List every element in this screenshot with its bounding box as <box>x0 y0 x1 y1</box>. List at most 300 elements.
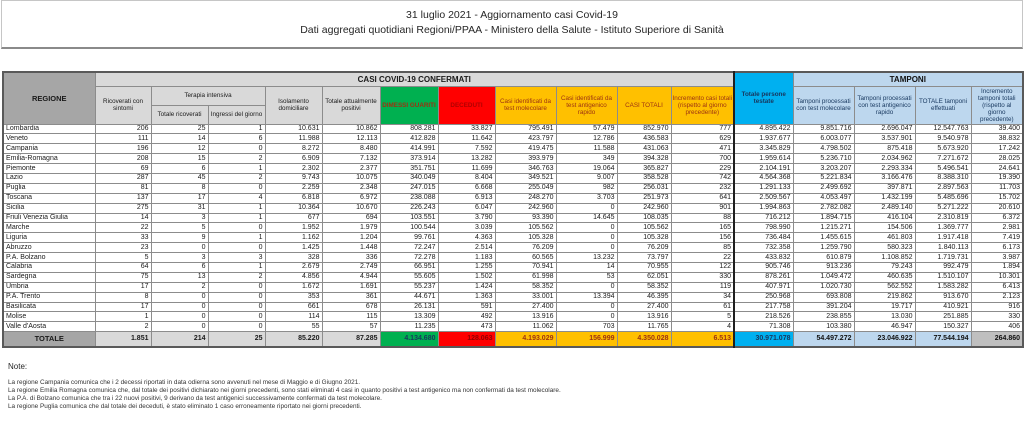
cell-dimessi-guariti: 55.237 <box>380 282 438 292</box>
cell-totale-tamponi: 992.479 <box>915 262 971 272</box>
cell-tamponi-molecolare: 238.855 <box>793 312 854 322</box>
cell-attualmente-positivi: 10.670 <box>322 203 380 213</box>
cell-casi-molecolare: 393.979 <box>495 154 556 164</box>
cell-ricoverati-sintomi: 208 <box>95 154 151 164</box>
cell-dimessi-guariti: 72.247 <box>380 243 438 253</box>
cell-tamponi-antigenico: 3.537.901 <box>854 134 915 144</box>
cell-tamponi-molecolare: 610.879 <box>793 253 854 263</box>
cell-ricoverati-sintomi: 33 <box>95 233 151 243</box>
region-name: Campania <box>3 144 95 154</box>
cell-casi-totali: 105.562 <box>617 223 671 233</box>
band-tamponi: TAMPONI <box>793 72 1023 86</box>
cell-casi-antigenico: 3.703 <box>556 193 617 203</box>
cell-ricoverati-sintomi: 14 <box>95 213 151 223</box>
cell-deceduti: 7.592 <box>438 144 495 154</box>
cell-dimessi-guariti: 44.671 <box>380 292 438 302</box>
totale-deceduti: 128.063 <box>438 332 495 347</box>
region-name: Sicilia <box>3 203 95 213</box>
region-name: Umbria <box>3 282 95 292</box>
cell-persone-testate: 732.358 <box>734 243 793 253</box>
cell-deceduti: 11.642 <box>438 134 495 144</box>
col-header-isolamento-domiciliare: Isolamento domiciliare <box>265 86 322 124</box>
cell-casi-molecolare: 248.270 <box>495 193 556 203</box>
cell-incremento-casi: 232 <box>671 183 734 193</box>
band-casi-confermati: CASI COVID-19 CONFERMATI <box>95 72 734 86</box>
table-row <box>3 243 1023 253</box>
cell-casi-molecolare: 105.328 <box>495 233 556 243</box>
cell-incremento-casi: 629 <box>671 134 734 144</box>
cell-casi-totali: 105.328 <box>617 233 671 243</box>
cell-tamponi-antigenico: 2.293.334 <box>854 164 915 174</box>
table-row <box>3 292 1023 302</box>
cell-totale-tamponi: 1.917.418 <box>915 233 971 243</box>
cell-ricoverati-sintomi: 1 <box>95 312 151 322</box>
note-item: La P.A. di Bolzano comunica che tra i 22 nuovi positivi, 9 derivano da test antigenici successivamente confermati da test molecolare. <box>8 395 382 403</box>
cell-persone-testate: 1.937.677 <box>734 134 793 144</box>
col-header-regione: REGIONE <box>3 72 95 124</box>
cell-ti-ingressi: 2 <box>208 173 265 183</box>
cell-attualmente-positivi: 336 <box>322 253 380 263</box>
cell-ricoverati-sintomi: 17 <box>95 282 151 292</box>
cell-ricoverati-sintomi: 275 <box>95 203 151 213</box>
cell-casi-molecolare: 423.797 <box>495 134 556 144</box>
cell-casi-totali: 70.955 <box>617 262 671 272</box>
cell-isolamento: 55 <box>265 322 322 332</box>
cell-tamponi-antigenico: 1.108.852 <box>854 253 915 263</box>
table-row <box>3 193 1023 203</box>
cell-casi-antigenico: 14.645 <box>556 213 617 223</box>
cell-ti-totale: 6 <box>151 164 208 174</box>
cell-casi-molecolare: 76.209 <box>495 243 556 253</box>
cell-isolamento: 328 <box>265 253 322 263</box>
cell-dimessi-guariti: 103.551 <box>380 213 438 223</box>
cell-deceduti: 2.514 <box>438 243 495 253</box>
cell-ti-totale: 0 <box>151 312 208 322</box>
cell-isolamento: 661 <box>265 302 322 312</box>
cell-casi-molecolare: 61.998 <box>495 272 556 282</box>
cell-totale-tamponi: 8.388.310 <box>915 173 971 183</box>
cell-ti-totale: 3 <box>151 253 208 263</box>
cell-totale-tamponi: 7.271.672 <box>915 154 971 164</box>
cell-persone-testate: 250.968 <box>734 292 793 302</box>
cell-tamponi-molecolare: 913.236 <box>793 262 854 272</box>
cell-isolamento: 2.679 <box>265 262 322 272</box>
cell-deceduti: 8.404 <box>438 173 495 183</box>
cell-deceduti: 1.363 <box>438 292 495 302</box>
cell-ricoverati-sintomi: 137 <box>95 193 151 203</box>
cell-tamponi-antigenico: 2.696.047 <box>854 124 915 134</box>
cell-ti-ingressi: 1 <box>208 164 265 174</box>
cell-incremento-casi: 122 <box>671 262 734 272</box>
cell-attualmente-positivi: 1.979 <box>322 223 380 233</box>
report-title-box <box>1 0 1023 49</box>
cell-tamponi-molecolare: 103.380 <box>793 322 854 332</box>
cell-ricoverati-sintomi: 287 <box>95 173 151 183</box>
cell-ti-totale: 45 <box>151 173 208 183</box>
table-row <box>3 203 1023 213</box>
cell-incremento-tamponi: 6.372 <box>971 213 1023 223</box>
cell-isolamento: 11.988 <box>265 134 322 144</box>
cell-ti-totale: 3 <box>151 213 208 223</box>
cell-casi-molecolare: 27.400 <box>495 302 556 312</box>
cell-isolamento: 4.856 <box>265 272 322 282</box>
cell-isolamento: 1.425 <box>265 243 322 253</box>
cell-persone-testate: 407.971 <box>734 282 793 292</box>
cell-casi-molecolare: 242.960 <box>495 203 556 213</box>
totale-casi-totali: 4.350.028 <box>617 332 671 347</box>
cell-attualmente-positivi: 2.377 <box>322 164 380 174</box>
cell-totale-tamponi: 5.673.920 <box>915 144 971 154</box>
cell-tamponi-antigenico: 580.323 <box>854 243 915 253</box>
cell-dimessi-guariti: 99.761 <box>380 233 438 243</box>
cell-casi-totali: 76.209 <box>617 243 671 253</box>
cell-ti-ingressi: 0 <box>208 183 265 193</box>
cell-dimessi-guariti: 340.049 <box>380 173 438 183</box>
cell-attualmente-positivi: 694 <box>322 213 380 223</box>
cell-tamponi-molecolare: 693.808 <box>793 292 854 302</box>
cell-casi-antigenico: 0 <box>556 282 617 292</box>
cell-persone-testate: 798.990 <box>734 223 793 233</box>
cell-tamponi-molecolare: 1.049.472 <box>793 272 854 282</box>
cell-isolamento: 6.909 <box>265 154 322 164</box>
table-row <box>3 262 1023 272</box>
cell-ti-totale: 0 <box>151 292 208 302</box>
cell-incremento-tamponi: 6.173 <box>971 243 1023 253</box>
col-header-ricoverati-sintomi: Ricoverati con sintomi <box>95 86 151 124</box>
cell-casi-molecolare: 105.562 <box>495 223 556 233</box>
cell-casi-totali: 256.031 <box>617 183 671 193</box>
cell-incremento-tamponi: 916 <box>971 302 1023 312</box>
cell-incremento-tamponi: 3.987 <box>971 253 1023 263</box>
cell-casi-totali: 11.765 <box>617 322 671 332</box>
cell-ricoverati-sintomi: 22 <box>95 223 151 233</box>
cell-ti-ingressi: 2 <box>208 272 265 282</box>
cell-isolamento: 10.364 <box>265 203 322 213</box>
covid-table-wrapper <box>2 71 1022 348</box>
cell-persone-testate: 1.994.863 <box>734 203 793 213</box>
cell-ricoverati-sintomi: 8 <box>95 292 151 302</box>
cell-casi-antigenico: 14 <box>556 262 617 272</box>
cell-tamponi-molecolare: 3.203.207 <box>793 164 854 174</box>
table-row <box>3 322 1023 332</box>
cell-casi-molecolare: 255.049 <box>495 183 556 193</box>
cell-ti-totale: 5 <box>151 223 208 233</box>
region-name: Calabria <box>3 262 95 272</box>
cell-tamponi-molecolare: 4.053.497 <box>793 193 854 203</box>
cell-tamponi-molecolare: 5.236.710 <box>793 154 854 164</box>
cell-ti-totale: 12 <box>151 144 208 154</box>
cell-attualmente-positivi: 4.944 <box>322 272 380 282</box>
cell-isolamento: 8.272 <box>265 144 322 154</box>
cell-totale-tamponi: 1.369.777 <box>915 223 971 233</box>
totale-ricoverati-sintomi: 1.851 <box>95 332 151 347</box>
cell-persone-testate: 4.564.368 <box>734 173 793 183</box>
cell-casi-antigenico: 0 <box>556 302 617 312</box>
cell-ti-totale: 13 <box>151 272 208 282</box>
cell-tamponi-molecolare: 1.894.715 <box>793 213 854 223</box>
cell-casi-antigenico: 0 <box>556 233 617 243</box>
col-header-persone-testate: Totale persone testate <box>734 72 793 124</box>
cell-persone-testate: 433.832 <box>734 253 793 263</box>
col-header-casi-molecolare: Casi identificati da test molecolare <box>495 86 556 124</box>
cell-incremento-casi: 5 <box>671 312 734 322</box>
region-name: Lazio <box>3 173 95 183</box>
cell-deceduti: 4.363 <box>438 233 495 243</box>
cell-persone-testate: 736.484 <box>734 233 793 243</box>
cell-totale-tamponi: 410.921 <box>915 302 971 312</box>
cell-attualmente-positivi: 1.204 <box>322 233 380 243</box>
cell-ricoverati-sintomi: 64 <box>95 262 151 272</box>
cell-incremento-tamponi: 2.981 <box>971 223 1023 233</box>
cell-ti-totale: 8 <box>151 183 208 193</box>
cell-casi-antigenico: 13.232 <box>556 253 617 263</box>
cell-casi-totali: 365.827 <box>617 164 671 174</box>
table-header <box>3 72 1023 124</box>
cell-dimessi-guariti: 100.544 <box>380 223 438 233</box>
cell-ricoverati-sintomi: 111 <box>95 134 151 144</box>
cell-deceduti: 3.790 <box>438 213 495 223</box>
cell-ti-totale: 0 <box>151 302 208 312</box>
region-name: Marche <box>3 223 95 233</box>
report-subtitle: Dati aggregati quotidiani Regioni/PPAA - Ministero della Salute - Istituto Superiore di Sanità <box>300 24 724 36</box>
cell-casi-molecolare: 13.916 <box>495 312 556 322</box>
cell-tamponi-antigenico: 79.243 <box>854 262 915 272</box>
cell-ricoverati-sintomi: 81 <box>95 183 151 193</box>
cell-persone-testate: 3.345.829 <box>734 144 793 154</box>
cell-deceduti: 33.827 <box>438 124 495 134</box>
cell-isolamento: 1.162 <box>265 233 322 243</box>
cell-incremento-tamponi: 7.419 <box>971 233 1023 243</box>
cell-totale-tamponi: 5.485.696 <box>915 193 971 203</box>
cell-incremento-casi: 471 <box>671 144 734 154</box>
cell-ricoverati-sintomi: 5 <box>95 253 151 263</box>
cell-ti-ingressi: 0 <box>208 312 265 322</box>
totale-attualmente-positivi: 87.285 <box>322 332 380 347</box>
cell-casi-molecolare: 11.062 <box>495 322 556 332</box>
cell-ti-ingressi: 1 <box>208 213 265 223</box>
cell-persone-testate: 217.758 <box>734 302 793 312</box>
cell-totale-tamponi: 1.719.731 <box>915 253 971 263</box>
cell-attualmente-positivi: 8.480 <box>322 144 380 154</box>
table-row <box>3 223 1023 233</box>
col-header-tamponi-antigenico: Tamponi processati con test antigenico rapido <box>854 86 915 124</box>
cell-tamponi-antigenico: 154.506 <box>854 223 915 233</box>
cell-totale-tamponi: 5.496.541 <box>915 164 971 174</box>
cell-ricoverati-sintomi: 2 <box>95 322 151 332</box>
cell-incremento-casi: 61 <box>671 302 734 312</box>
cell-tamponi-molecolare: 1.020.730 <box>793 282 854 292</box>
region-name: Toscana <box>3 193 95 203</box>
region-name: Valle d'Aosta <box>3 322 95 332</box>
table-row <box>3 173 1023 183</box>
cell-totale-tamponi: 251.885 <box>915 312 971 322</box>
cell-ti-totale: 2 <box>151 282 208 292</box>
cell-attualmente-positivi: 12.113 <box>322 134 380 144</box>
cell-totale-tamponi: 9.540.978 <box>915 134 971 144</box>
cell-isolamento: 1.672 <box>265 282 322 292</box>
totale-row <box>3 332 1023 347</box>
cell-persone-testate: 878.261 <box>734 272 793 282</box>
table-row <box>3 302 1023 312</box>
cell-attualmente-positivi: 361 <box>322 292 380 302</box>
cell-tamponi-molecolare: 4.798.502 <box>793 144 854 154</box>
region-name: Piemonte <box>3 164 95 174</box>
totale-tamponi-antigenico: 23.046.922 <box>854 332 915 347</box>
col-header-attualmente-positivi: Totale attualmente positivi <box>322 86 380 124</box>
cell-tamponi-antigenico: 3.166.476 <box>854 173 915 183</box>
cell-incremento-casi: 88 <box>671 213 734 223</box>
col-header-casi-antigenico: Casi identificati da test antigenico rapido <box>556 86 617 124</box>
cell-incremento-tamponi: 2.123 <box>971 292 1023 302</box>
cell-incremento-tamponi: 24.641 <box>971 164 1023 174</box>
col-header-dimessi-guariti: DIMESSI GUARITI <box>380 86 438 124</box>
cell-isolamento: 114 <box>265 312 322 322</box>
totale-persone-testate: 30.971.078 <box>734 332 793 347</box>
cell-ti-totale: 6 <box>151 262 208 272</box>
cell-tamponi-molecolare: 1.215.271 <box>793 223 854 233</box>
cell-tamponi-antigenico: 416.104 <box>854 213 915 223</box>
cell-ricoverati-sintomi: 206 <box>95 124 151 134</box>
cell-dimessi-guariti: 238.088 <box>380 193 438 203</box>
report-title: 31 luglio 2021 - Aggiornamento casi Covid-19 <box>406 9 618 21</box>
cell-casi-totali: 431.063 <box>617 144 671 154</box>
cell-incremento-casi: 156 <box>671 233 734 243</box>
cell-tamponi-antigenico: 19.717 <box>854 302 915 312</box>
cell-incremento-casi: 901 <box>671 203 734 213</box>
cell-incremento-tamponi: 28.025 <box>971 154 1023 164</box>
totale-ti-totale: 214 <box>151 332 208 347</box>
cell-deceduti: 6.913 <box>438 193 495 203</box>
cell-dimessi-guariti: 72.278 <box>380 253 438 263</box>
cell-casi-molecolare: 419.475 <box>495 144 556 154</box>
cell-casi-antigenico: 19.064 <box>556 164 617 174</box>
region-name: Emilia-Romagna <box>3 154 95 164</box>
cell-dimessi-guariti: 247.015 <box>380 183 438 193</box>
cell-deceduti: 13.282 <box>438 154 495 164</box>
notes-title: Note: <box>8 361 28 371</box>
cell-tamponi-antigenico: 2.489.140 <box>854 203 915 213</box>
cell-persone-testate: 218.526 <box>734 312 793 322</box>
totale-dimessi-guariti: 4.134.680 <box>380 332 438 347</box>
cell-casi-totali: 394.328 <box>617 154 671 164</box>
cell-ti-ingressi: 1 <box>208 124 265 134</box>
cell-tamponi-antigenico: 219.862 <box>854 292 915 302</box>
cell-isolamento: 353 <box>265 292 322 302</box>
cell-attualmente-positivi: 678 <box>322 302 380 312</box>
cell-ricoverati-sintomi: 69 <box>95 164 151 174</box>
cell-ti-ingressi: 3 <box>208 253 265 263</box>
totale-isolamento: 85.220 <box>265 332 322 347</box>
cell-incremento-casi: 777 <box>671 124 734 134</box>
cell-attualmente-positivi: 6.972 <box>322 193 380 203</box>
cell-persone-testate: 71.308 <box>734 322 793 332</box>
cell-casi-antigenico: 9.007 <box>556 173 617 183</box>
cell-casi-totali: 436.583 <box>617 134 671 144</box>
cell-isolamento: 1.952 <box>265 223 322 233</box>
table-row <box>3 312 1023 322</box>
cell-ricoverati-sintomi: 17 <box>95 302 151 312</box>
cell-tamponi-molecolare: 6.003.077 <box>793 134 854 144</box>
totale-incremento-tamponi: 264.860 <box>971 332 1023 347</box>
cell-attualmente-positivi: 2.749 <box>322 262 380 272</box>
cell-tamponi-antigenico: 460.635 <box>854 272 915 282</box>
cell-incremento-tamponi: 19.390 <box>971 173 1023 183</box>
totale-ti-ingressi: 25 <box>208 332 265 347</box>
cell-casi-molecolare: 70.941 <box>495 262 556 272</box>
cell-incremento-tamponi: 6.413 <box>971 282 1023 292</box>
totale-tamponi-molecolare: 54.497.272 <box>793 332 854 347</box>
cell-casi-antigenico: 0 <box>556 312 617 322</box>
cell-deceduti: 1.424 <box>438 282 495 292</box>
cell-dimessi-guariti: 55.605 <box>380 272 438 282</box>
table-row <box>3 124 1023 134</box>
cell-tamponi-antigenico: 562.552 <box>854 282 915 292</box>
cell-ti-totale: 31 <box>151 203 208 213</box>
cell-incremento-tamponi: 11.703 <box>971 183 1023 193</box>
cell-casi-molecolare: 33.001 <box>495 292 556 302</box>
cell-ti-ingressi: 6 <box>208 134 265 144</box>
cell-totale-tamponi: 1.840.113 <box>915 243 971 253</box>
cell-casi-antigenico: 0 <box>556 203 617 213</box>
cell-totale-tamponi: 12.547.763 <box>915 124 971 134</box>
table-row <box>3 253 1023 263</box>
cell-attualmente-positivi: 2.348 <box>322 183 380 193</box>
cell-incremento-tamponi: 15.702 <box>971 193 1023 203</box>
cell-dimessi-guariti: 26.131 <box>380 302 438 312</box>
cell-ricoverati-sintomi: 196 <box>95 144 151 154</box>
cell-deceduti: 1.183 <box>438 253 495 263</box>
region-name: Sardegna <box>3 272 95 282</box>
cell-casi-totali: 13.916 <box>617 312 671 322</box>
cell-casi-antigenico: 12.786 <box>556 134 617 144</box>
region-name: Liguria <box>3 233 95 243</box>
cell-casi-molecolare: 346.763 <box>495 164 556 174</box>
col-header-ti-totale-ricoverati: Totale ricoverati <box>151 105 208 124</box>
cell-casi-molecolare: 60.565 <box>495 253 556 263</box>
cell-tamponi-molecolare: 9.851.716 <box>793 124 854 134</box>
table-row <box>3 282 1023 292</box>
note-item: La regione Emilia Romagna comunica che, dal totale dei positivi dichiarato nei giorni precedenti, sono stati eliminati 4 casi in quanto positivi a test antigenico ma non confermati da test molecolare. <box>8 386 561 394</box>
region-name: Veneto <box>3 134 95 144</box>
cell-incremento-casi: 742 <box>671 173 734 183</box>
cell-attualmente-positivi: 57 <box>322 322 380 332</box>
cell-ti-ingressi: 0 <box>208 243 265 253</box>
table-row <box>3 183 1023 193</box>
cell-persone-testate: 1.959.614 <box>734 154 793 164</box>
cell-deceduti: 1.255 <box>438 262 495 272</box>
cell-deceduti: 591 <box>438 302 495 312</box>
cell-incremento-casi: 165 <box>671 223 734 233</box>
region-name: Puglia <box>3 183 95 193</box>
cell-persone-testate: 716.212 <box>734 213 793 223</box>
cell-persone-testate: 2.104.191 <box>734 164 793 174</box>
cell-persone-testate: 1.291.133 <box>734 183 793 193</box>
cell-casi-totali: 242.960 <box>617 203 671 213</box>
cell-incremento-casi: 229 <box>671 164 734 174</box>
col-header-incremento-casi: Incremento casi totali (rispetto al giorno precedente) <box>671 86 734 124</box>
totale-casi-antigenico: 156.999 <box>556 332 617 347</box>
cell-casi-totali: 108.035 <box>617 213 671 223</box>
cell-deceduti: 3.039 <box>438 223 495 233</box>
cell-incremento-tamponi: 330 <box>971 312 1023 322</box>
cell-ti-ingressi: 1 <box>208 233 265 243</box>
cell-ti-totale: 9 <box>151 233 208 243</box>
cell-dimessi-guariti: 351.751 <box>380 164 438 174</box>
cell-dimessi-guariti: 412.828 <box>380 134 438 144</box>
cell-ti-ingressi: 0 <box>208 302 265 312</box>
cell-ti-totale: 17 <box>151 193 208 203</box>
cell-ricoverati-sintomi: 23 <box>95 243 151 253</box>
